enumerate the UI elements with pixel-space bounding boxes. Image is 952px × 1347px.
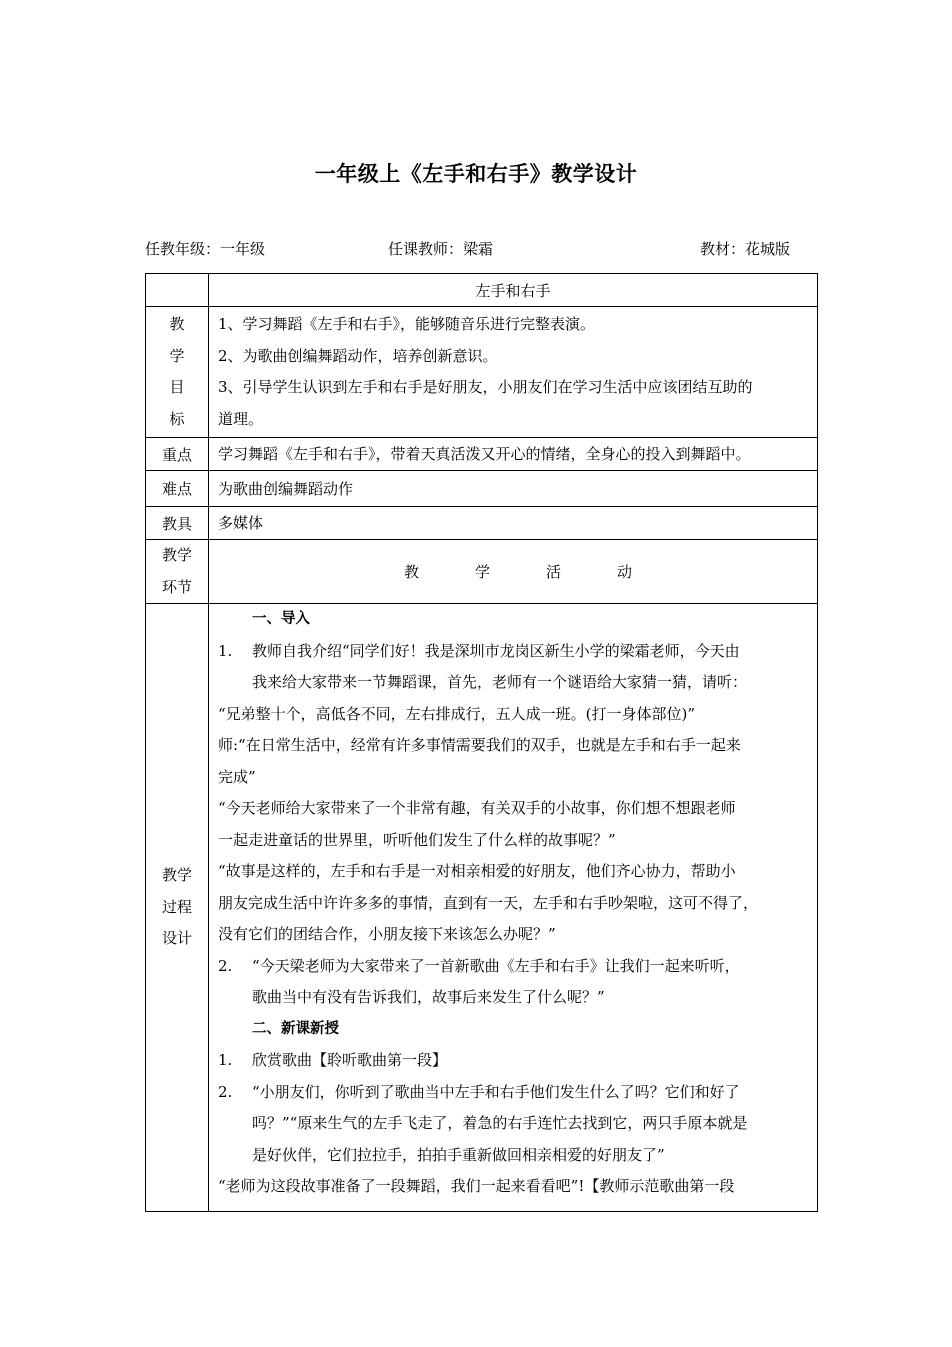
text-line: 没有它们的团结合作，小朋友接下来该怎么办呢？” [218, 925, 556, 943]
list-item [218, 951, 809, 1014]
process-label-line: 教学 [161, 866, 192, 885]
tools-label: 教具 [146, 507, 209, 540]
objectives-label [146, 307, 209, 438]
teacher-info: 任课教师：梁霜 [388, 240, 494, 258]
key-point-label: 重点 [146, 438, 209, 471]
activity-header-char: 教 [403, 563, 419, 581]
textbook-info: 教材：花城版 [700, 240, 791, 258]
text-line: “小朋友们，你听到了歌曲当中左手和右手他们发生什么了吗？它们和好了 [252, 1082, 740, 1101]
objective-item: 1、学习舞蹈《左手和右手》，能够随音乐进行完整表演。 [218, 315, 596, 333]
key-point-content: 学习舞蹈《左手和右手》，带着天真活泼又开心的情绪，全身心的投入到舞蹈中。 [209, 438, 818, 471]
text-line: 我来给大家带来一节舞蹈课，首先，老师有一个谜语给大家猜一猜，请听： [252, 673, 748, 691]
activity-header-char: 学 [474, 563, 490, 581]
list-number: 1. [218, 1051, 233, 1069]
list-number: 2. [218, 1082, 233, 1101]
difficulty-content: 为歌曲创编舞蹈动作 [209, 471, 818, 507]
course-title-row [146, 274, 818, 307]
objectives-label-char: 目 [169, 378, 185, 396]
list-number: 1. [218, 641, 233, 660]
text-line: 完成” [218, 767, 256, 786]
stage-label [146, 540, 209, 604]
stage-label-line: 环节 [161, 577, 192, 596]
objectives-content [209, 307, 818, 438]
tools-row [146, 507, 818, 540]
text-line: “故事是这样的，左手和右手是一对相亲相爱的好朋友，他们齐心协力，帮助小 [218, 862, 736, 880]
activity-header-char: 活 [546, 563, 562, 581]
list-item [218, 1077, 809, 1172]
list-number: 2. [218, 956, 233, 975]
text-line: 教师自我介绍“同学们好！我是深圳市龙岗区新生小学的梁霜老师，今天由 [252, 641, 740, 660]
objectives-label-char: 标 [169, 409, 185, 428]
section-heading: 一、导入 [252, 611, 310, 627]
list-text [252, 636, 809, 699]
text-line: 师:“在日常生活中，经常有许多事情需要我们的双手，也就是左手和右手一起来 [218, 736, 741, 754]
objective-item: 2、为歌曲创编舞蹈动作，培养创新意识。 [218, 346, 498, 365]
objectives-label-char: 学 [169, 346, 185, 365]
list-item [218, 636, 809, 699]
grade-info: 任教年级：一年级 [145, 240, 266, 258]
process-label-line: 过程 [161, 897, 192, 916]
tools-content: 多媒体 [209, 507, 818, 540]
objectives-row [146, 307, 818, 438]
process-content [209, 604, 818, 1212]
stage-header-row [146, 540, 818, 604]
text-line: “老师为这段故事准备了一段舞蹈，我们一起来看看吧”!【教师示范歌曲第一段 [218, 1177, 735, 1195]
text-line: 是好伙伴，它们拉拉手，拍拍手重新做回相亲相爱的好朋友了” [252, 1145, 665, 1164]
lesson-plan-table [145, 273, 818, 1212]
document-title: 一年级上《左手和右手》教学设计 [314, 162, 638, 186]
empty-cell [146, 274, 209, 307]
activity-header-char: 动 [617, 563, 633, 581]
riddle-line: “兄弟整十个，高低各不同，左右排成行，五人成一班。(打一身体部位)” [218, 704, 696, 723]
text-line: “今天老师给大家带来了一个非常有趣，有关双手的小故事，你们想不想跟老师 [218, 799, 736, 817]
text-line: 歌曲当中有没有告诉我们，故事后来发生了什么呢？” [252, 988, 605, 1006]
process-label [146, 604, 209, 1212]
text-line: 吗？”“原来生气的左手飞走了，着急的右手连忙去找到它，两只手原本就是 [252, 1114, 748, 1132]
list-text [252, 1077, 809, 1172]
key-point-row [146, 438, 818, 471]
process-row [146, 604, 818, 1212]
list-text: 欣赏歌曲【聆听歌曲第一段】 [252, 1051, 448, 1069]
list-item [218, 1045, 809, 1077]
objectives-label-char: 教 [169, 315, 185, 333]
difficulty-row [146, 471, 818, 507]
list-text [252, 951, 809, 1014]
section-heading: 二、新课新授 [252, 1020, 339, 1037]
course-title: 左手和右手 [209, 274, 818, 307]
activity-header [209, 540, 818, 604]
objective-item: 道理。 [218, 409, 264, 428]
process-label-line: 设计 [161, 929, 192, 948]
objective-item: 3、引导学生认识到左手和右手是好朋友，小朋友们在学习生活中应该团结互助的 [218, 378, 753, 396]
text-line: 朋友完成生活中许许多多的事情，直到有一天，左手和右手吵架啦，这可不得了， [218, 893, 759, 912]
text-line: “今天梁老师为大家带来了一首新歌曲《左手和右手》让我们一起来听听， [252, 956, 740, 975]
text-line: 一起走进童话的世界里，听听他们发生了什么样的故事呢？” [218, 830, 616, 849]
stage-label-line: 教学 [161, 546, 192, 564]
difficulty-label: 难点 [146, 471, 209, 507]
